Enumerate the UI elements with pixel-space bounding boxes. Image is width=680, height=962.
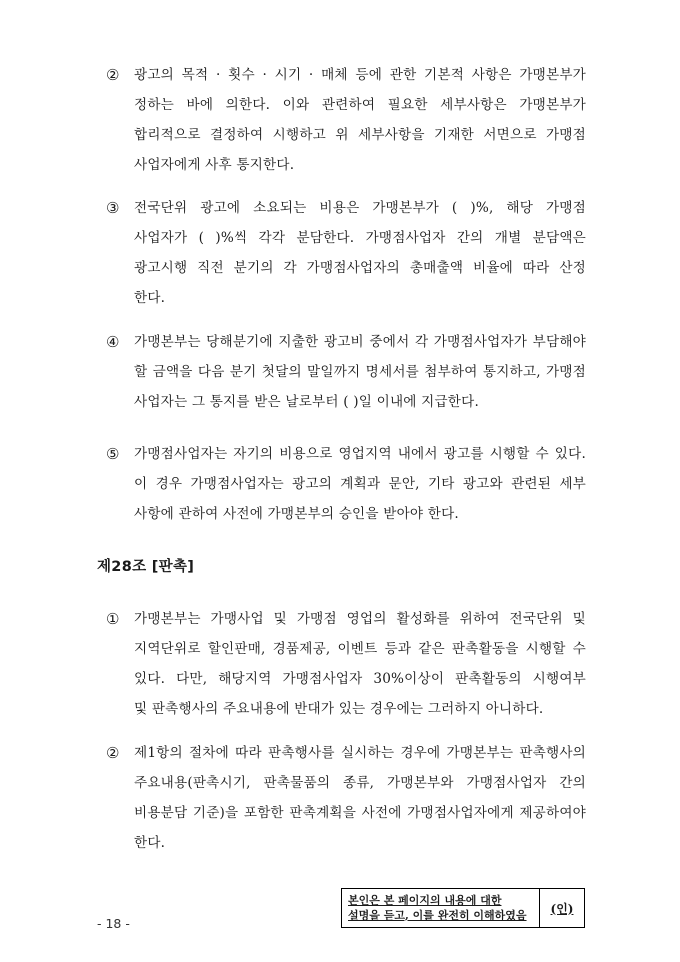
clause-number: ② [106, 66, 120, 84]
signature-seal-field[interactable]: (인) [539, 889, 584, 927]
text-line: 한다. [134, 290, 166, 306]
text-line: 가맹본부는 가맹사업 및 가맹점 영업의 활성화를 위하여 전국단위 및 [134, 611, 586, 627]
text-line: 한다. [134, 835, 166, 851]
clause-number: ② [106, 744, 120, 762]
text-line: 비용분담 기준)을 포함한 판촉계획을 사전에 가맹점사업자에게 제공하여야 [134, 805, 586, 821]
text-line: 사업자가 ( )%씩 각각 분담한다. 가맹점사업자 간의 개별 분담액은 [134, 230, 586, 246]
clause-number: ④ [106, 333, 120, 351]
text-line: 광고의 목적 · 횟수 · 시기 · 매체 등에 관한 기본적 사항은 가맹본부가 [134, 67, 586, 83]
clause-27-4 [106, 327, 586, 417]
text-line: 이 경우 가맹점사업자는 광고의 계획과 문안, 기타 광고와 관련된 세부 [134, 476, 586, 492]
text-line: 전국단위 광고에 소요되는 비용은 가맹본부가 ( )%, 해당 가맹점 [134, 200, 586, 216]
confirmation-line-2: 설명을 듣고, 이를 완전히 이해하였음 [348, 909, 527, 922]
clause-28-1 [106, 604, 586, 724]
text-line: 할 금액을 다음 분기 첫달의 말일까지 명세서를 첨부하여 통지하고, 가맹점 [134, 364, 586, 380]
clause-number: ① [106, 610, 120, 628]
text-line: 있다. 다만, 해당지역 가맹점사업자 30%이상이 판촉활동의 시행여부 [134, 671, 586, 687]
confirmation-text [342, 889, 539, 927]
confirmation-box [341, 888, 585, 928]
text-line: 및 판촉행사의 주요내용에 반대가 있는 경우에는 그러하지 아니하다. [134, 701, 544, 717]
article-heading: 제28조 [판촉] [97, 559, 195, 575]
text-line: 지역단위로 할인판매, 경품제공, 이벤트 등과 같은 판촉활동을 시행할 수 [134, 641, 586, 657]
clause-number: ③ [106, 199, 120, 217]
page-number: - 18 - [97, 916, 130, 931]
clause-28-2 [106, 738, 586, 858]
text-line: 정하는 바에 의한다. 이와 관련하여 필요한 세부사항은 가맹본부가 [134, 97, 586, 113]
text-line: 사업자에게 사후 통지한다. [134, 157, 295, 173]
clause-number: ⑤ [106, 445, 120, 463]
clause-27-5 [106, 439, 586, 529]
text-line: 사항에 관하여 사전에 가맹본부의 승인을 받아야 한다. [134, 506, 459, 522]
text-line: 가맹점사업자는 자기의 비용으로 영업지역 내에서 광고를 시행할 수 있다. [134, 446, 586, 462]
clause-27-2 [106, 60, 586, 180]
text-line: 가맹본부는 당해분기에 지출한 광고비 중에서 각 가맹점사업자가 부담해야 [134, 334, 586, 350]
text-line: 사업자는 그 통지를 받은 날로부터 ( )일 이내에 지급한다. [134, 394, 479, 410]
confirmation-line-1: 본인은 본 페이지의 내용에 대한 [348, 894, 502, 907]
text-line: 제1항의 절차에 따라 판촉행사를 실시하는 경우에 가맹본부는 판촉행사의 [134, 745, 586, 761]
clause-27-3 [106, 193, 586, 313]
text-line: 주요내용(판촉시기, 판촉물품의 종류, 가맹본부와 가맹점사업자 간의 [134, 775, 586, 791]
text-line: 합리적으로 결정하여 시행하고 위 세부사항을 기재한 서면으로 가맹점 [134, 127, 586, 143]
text-line: 광고시행 직전 분기의 각 가맹점사업자의 총매출액 비율에 따라 산정 [134, 260, 586, 276]
